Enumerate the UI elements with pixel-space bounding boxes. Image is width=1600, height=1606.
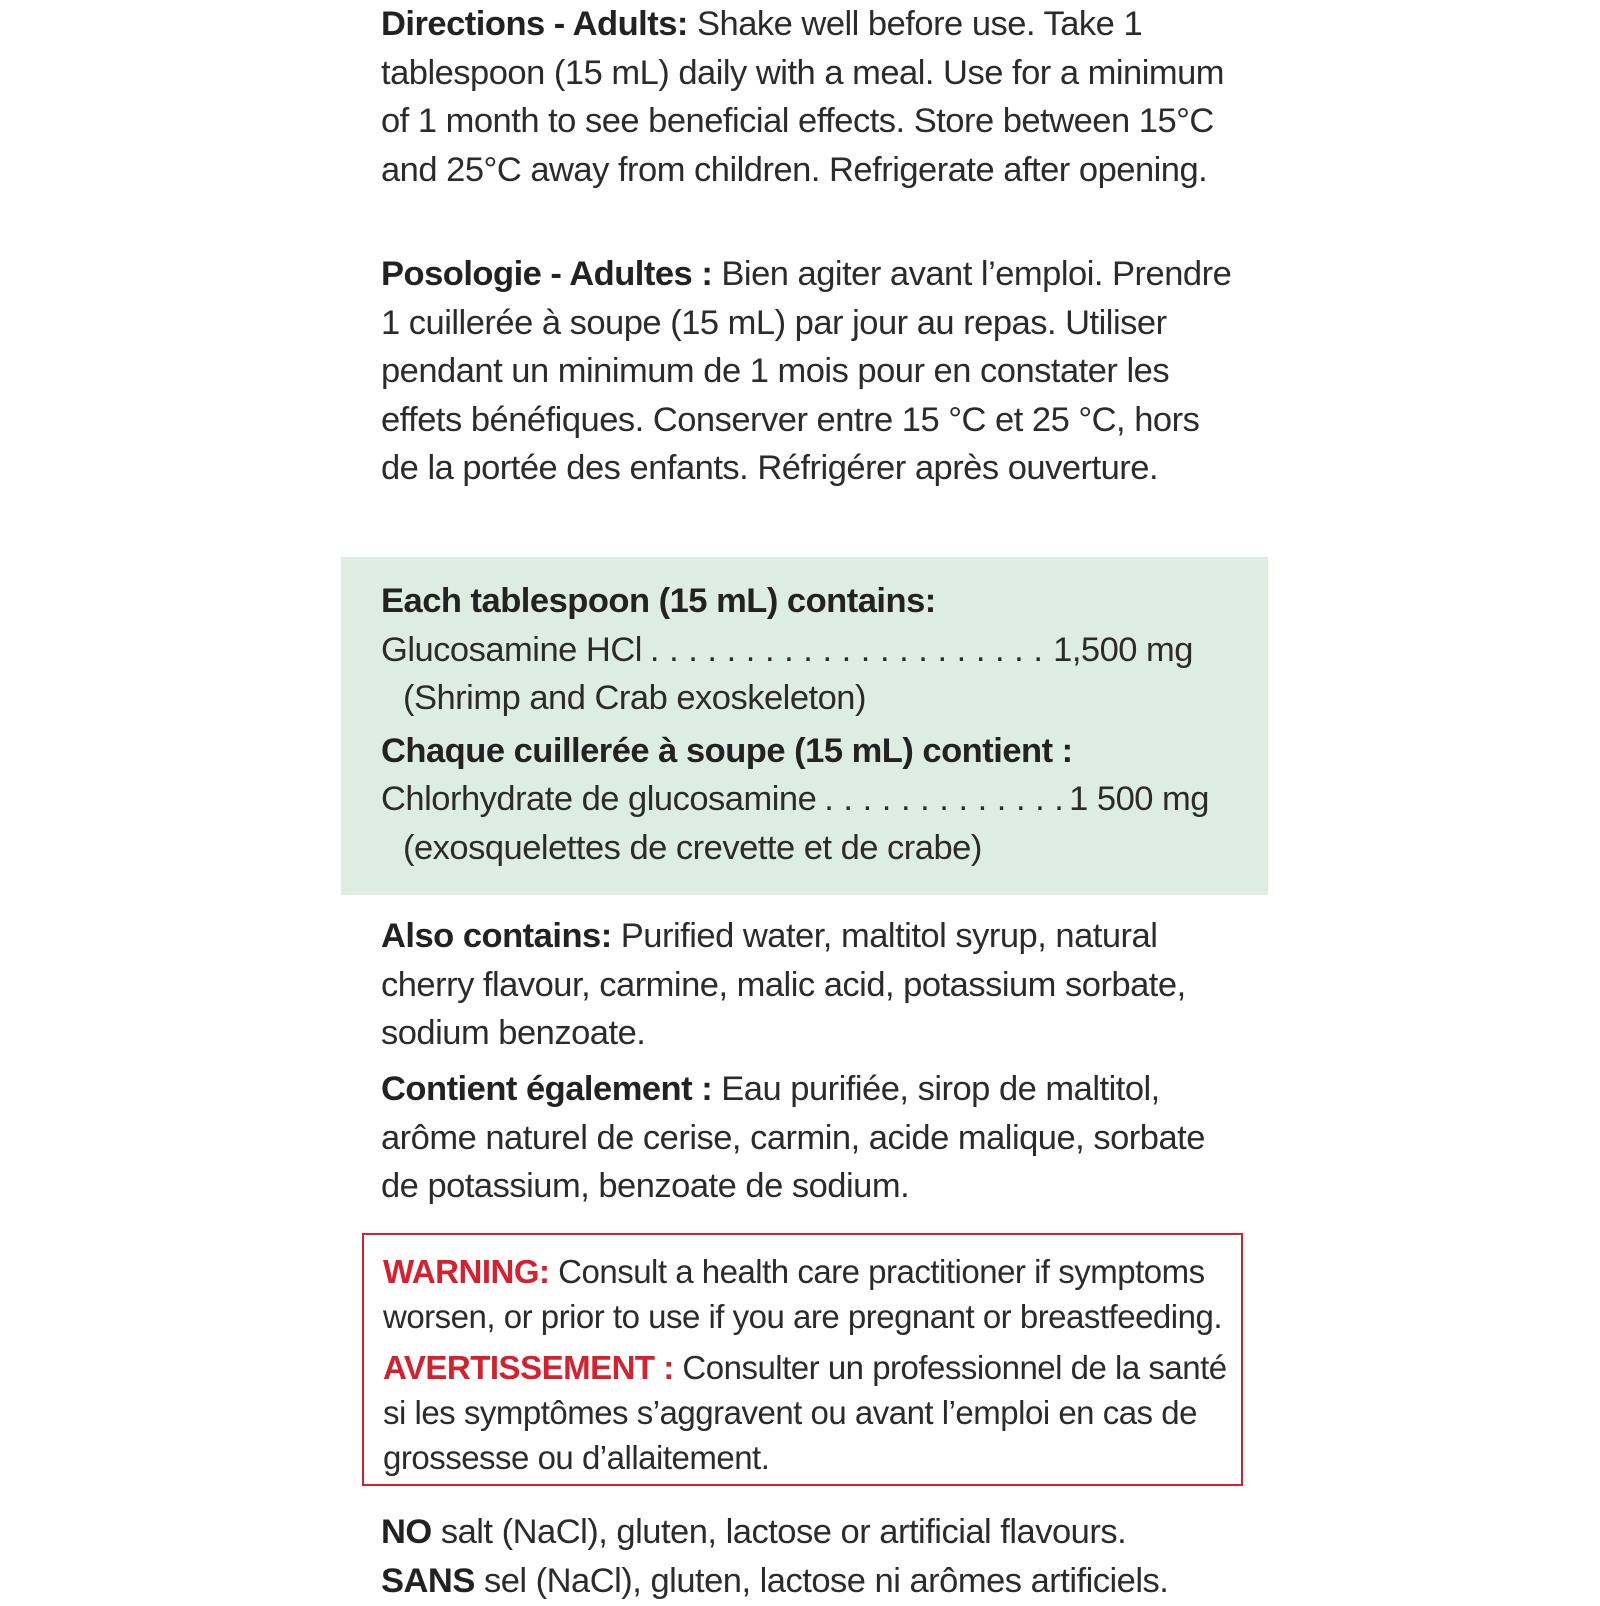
free-from-english-text: salt (NaCl), gluten, lactose or artificial flavours. bbox=[431, 1513, 1127, 1551]
ingredient-name-french: Chlorhydrate de glucosamine bbox=[381, 780, 817, 819]
ingredient-amount-french: 1 500 mg bbox=[1069, 780, 1209, 819]
directions-english-text: Shake well before use. Take 1 tablespoon (15 mL) daily with a meal. Use for a minimum of 1 month to see beneficial effects. Store between 15°C and 25°C away from children. Refrigerate after opening. bbox=[381, 5, 1225, 189]
ingredients-heading-french: Chaque cuillerée à soupe (15 mL) contient : bbox=[381, 731, 1073, 770]
warning-content bbox=[383, 1249, 1233, 1480]
directions-french-label: Posologie - Adultes : bbox=[381, 255, 713, 293]
free-from-english-label: NO bbox=[381, 1513, 432, 1551]
warning-english-text: Consult a health care practitioner if symptoms worsen, or prior to use if you are pregnant or breastfeeding. bbox=[383, 1253, 1222, 1335]
warning-french-text: Consulter un professionnel de la santé si les symptômes s’aggravent ou avant l’emploi en cas de grossesse ou d’allaitement. bbox=[383, 1349, 1227, 1476]
warning-box bbox=[362, 1233, 1243, 1486]
directions-english bbox=[381, 0, 1241, 194]
ingredient-source-french: (exosquelettes de crevette et de crabe) bbox=[403, 828, 982, 867]
ingredients-panel-content bbox=[381, 577, 1221, 873]
warning-french-label: AVERTISSEMENT : bbox=[383, 1349, 674, 1386]
also-contains-english bbox=[381, 912, 1241, 1058]
warning-french bbox=[383, 1345, 1233, 1480]
also-contains-french-text: Eau purifiée, sirop de maltitol, arôme naturel de cerise, carmin, acide malique, sorbate de potassium, benzoate de sodium. bbox=[381, 1070, 1205, 1206]
directions-english-label: Directions - Adults: bbox=[381, 5, 688, 43]
also-contains-french bbox=[381, 1065, 1241, 1211]
also-contains-french-label: Contient également : bbox=[381, 1070, 713, 1108]
free-from-french-label: SANS bbox=[381, 1562, 475, 1600]
ingredient-row-english bbox=[381, 626, 1193, 675]
free-from-english bbox=[381, 1508, 1241, 1557]
free-from-french-text: sel (NaCl), gluten, lactose ni arômes artificiels. bbox=[474, 1562, 1169, 1600]
directions-french-text: Bien agiter avant l’emploi. Prendre 1 cuillerée à soupe (15 mL) par jour au repas. Utiliser pendant un minimum de 1 mois pour en constater les effets bénéfiques. Conserver entre 15 °C et 25 °C, hors de la portée des enfants. Réfrigérer après ouverture. bbox=[381, 255, 1232, 488]
ingredients-heading-english: Each tablespoon (15 mL) contains: bbox=[381, 582, 936, 620]
directions-french bbox=[381, 250, 1241, 493]
ingredient-source-english: (Shrimp and Crab exoskeleton) bbox=[403, 679, 866, 718]
free-from-french bbox=[381, 1557, 1241, 1606]
also-contains-english-text: Purified water, maltitol syrup, natural cherry flavour, carmine, malic acid, potassium sorbate, sodium benzoate. bbox=[381, 917, 1186, 1053]
warning-english bbox=[383, 1249, 1233, 1339]
leader-dots bbox=[816, 775, 1069, 824]
leader-dots bbox=[642, 626, 1053, 675]
ingredient-amount-english: 1,500 mg bbox=[1053, 630, 1193, 669]
also-contains-english-label: Also contains: bbox=[381, 917, 612, 955]
ingredients-panel bbox=[341, 557, 1268, 895]
ingredient-name-english: Glucosamine HCl bbox=[381, 630, 642, 669]
warning-english-label: WARNING: bbox=[383, 1253, 550, 1290]
ingredient-row-french bbox=[381, 775, 1209, 824]
